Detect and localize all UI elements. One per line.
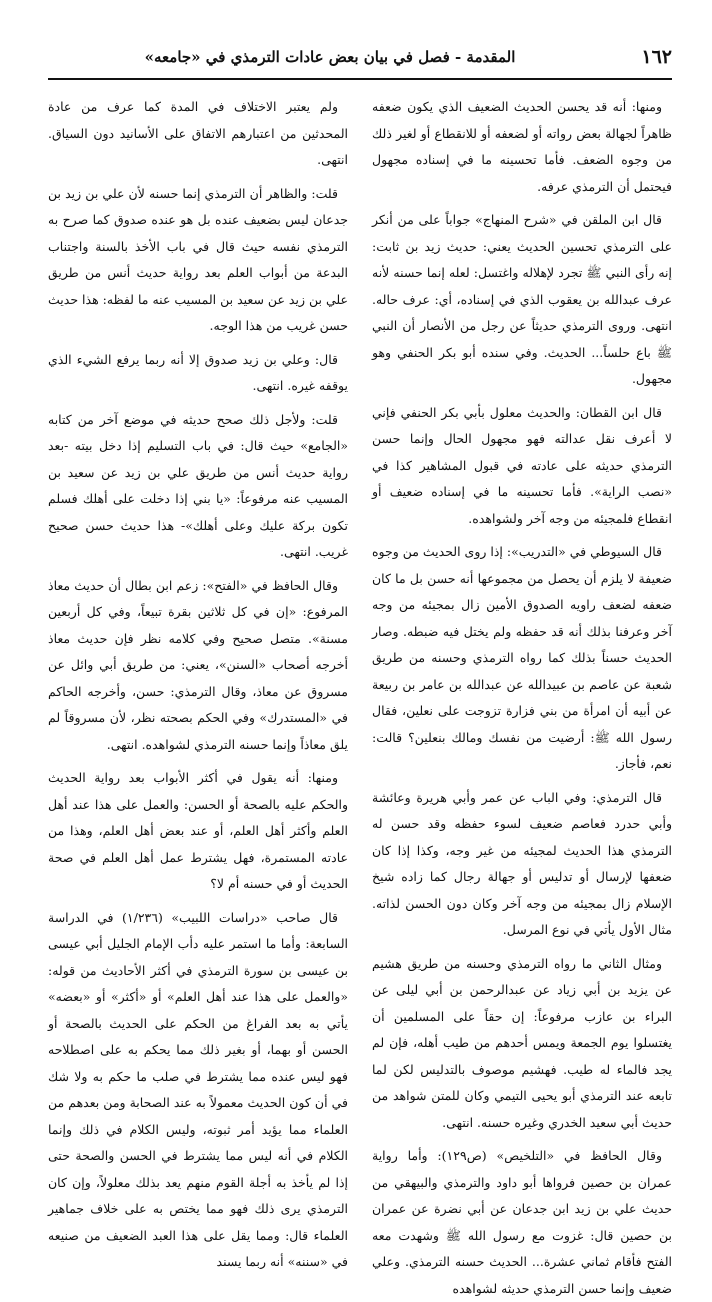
paragraph: ولم يعتبر الاختلاف في المدة كما عرف من عادة المحدثين من اعتبارهم الاتفاق على الأسانيد دون السياق. انتهى. xyxy=(48,99,348,167)
paragraph: قلت: والظاهر أن الترمذي إنما حسنه لأن علي بن زيد بن جدعان ليس بضعيف عنده بل هو عنده صدوق كما صرح به الترمذي نفسه حيث قال في باب الأخذ بالسنة واجتناب البدعة من أبواب العلم بعد رواية حديث أنس من طريق علي بن زيد عن سعيد بن المسيب عنه ما لفظه: هذا حديث حسن غريب من هذا الوجه. xyxy=(48,185,348,333)
paragraph: قال صاحب «دراسات اللبيب» (١/٢٣٦) في الدراسة السابعة: وأما ما استمر عليه دأب الإمام الجليل أبي عيسى بن عيسى بن سورة الترمذي في أكثر الأحاديث من قوله: «والعمل على هذا عند أهل العلم» أو «أكثر» أو «بعضه» يأتي به بعد الفراغ من الحكم على الحديث بالصحة أو الحسن أو بهما، أو بغير ذلك مما يحكم به على اصطلاحه فهو ليس عنده مما يشترط في صلب ما حكم به ولا شك في أن كون الحديث معمولاً به عند الصحابة ومن بعدهم من العلماء مما يؤيد أمر ثبوته، وليس الكلام في ذلك وإنما الكلام في أنه ليس مما يشترط في الحسن والصحة حتى إذا لم يأخذ به أجلة القوم منهم يعد بذلك معلولاً، وإن كان الترمذي يرى ذلك فهو مما يختص به على خلاف جماهير العلماء قال: ومما يقل على هذا العبد الضعيف من صنيعه في «سننه» أنه ربما يسند xyxy=(48,909,348,1269)
paragraph: قال ابن الملقن في «شرح المنهاج» جواباً على من أنكر على الترمذي تحسين الحديث يعني: حديث زيد بن ثابت: إنه رأى النبي ﷺ تجرد لإهلاله واغتسل: لعله إنما حسنه لأنه عرف عبدالله بن يعقوب الذي في إسناده، أي: عرف حاله. انتهى. وروى الترمذي حديثاً عن رجل من الأنصار أن النبي ﷺ باع حلساً... الحديث. وفي سنده أبو بكر الحنفي وهو مجهول. xyxy=(372,212,672,386)
left-column xyxy=(48,94,348,1269)
paragraph: قال الترمذي: وفي الباب عن عمر وأبي هريرة وعائشة وأبي حدرد فعاصم ضعيف لسوء حفظه وقد حسن له الترمذي هذا الحديث لمجيئه من غير وجه، وكذا إذا كان ضعفها لإرسال أو تدليس أو جهالة رجال كما زاده شيخ الإسلام زال بمجيئه من وجه آخر وكان دون الحسن لذاته. مثال الأول يأتي في نوع المرسل. xyxy=(372,789,672,937)
right-column xyxy=(371,94,672,1296)
paragraph: قال السيوطي في «التدريب»: إذا روى الحديث من وجوه ضعيفة لا يلزم أن يحصل من مجموعها أنه حسن بل ما كان ضعفه لضعف راويه الصدوق الأمين زال بمجيئه من وجه آخر وعرفنا بذلك أنه قد حفظه ولم يختل فيه ضبطه. وصار الحديث حسناً بذلك كما رواه الترمذي وحسنه من طريق شعبة عن عاصم بن عبيدالله عن عبدالله بن عامر بن ربيعة عن أبيه أن امرأة من بني فزارة تزوجت على نعلين، فقال رسول الله ﷺ: أرضيت من نفسك ومالك بنعلين؟ قالت: نعم، فأجاز. xyxy=(371,544,672,771)
page-number: ١٦٢ xyxy=(641,46,672,68)
paragraph: وقال الحافظ في «التلخيص» (ص١٢٩): وأما رواية عمران بن حصين فرواها أبو داود والترمذي والبيهقي من حديث علي بن زيد ابن جدعان عن أبي نضرة عن عمران بن حصين قال: غزوت مع رسول الله ﷺ وشهدت معه الفتح فأقام ثماني عشرة... الحديث حسنه الترمذي. وعلي ضعيف وإنما حسن الترمذي حديثه لشواهده xyxy=(372,1148,672,1296)
page-header xyxy=(48,40,672,80)
paragraph: قال: وعلي بن زيد صدوق إلا أنه ربما يرفع الشيء الذي يوقفه غيره. انتهى. xyxy=(48,351,348,393)
paragraph: ومثال الثاني ما رواه الترمذي وحسنه من طريق هشيم عن يزيد بن أبي زياد عن عبدالرحمن بن أبي ليلى عن البراء بن عازب مرفوعاً: إن حقاً على المسلمين أن يغتسلوا يوم الجمعة ويمس أحدهم من طيب أهله، فإن لم يجد فالماء له طيب. فهشيم موصوف بالتدليس لكن لما تابعه عند الترمذي أبو يحيى التيمي وكان للمتن شواهد من حديث أبي سعيد الخدري وغيره حسنه. انتهى. xyxy=(372,955,672,1130)
paragraph: قلت: ولأجل ذلك صحح حديثه في موضع آخر من كتابه «الجامع» حيث قال: في باب التسليم إذا دخل بيته -بعد رواية حديث أنس من طريق علي بن زيد عن سعيد بن المسيب عنه مرفوعاً: «يا بني إذا دخلت على أهلك فسلم تكون بركة عليك وعلى أهلك»- هذا حديث حسن صحيح غريب. انتهى. xyxy=(48,411,348,559)
paragraph: وقال الحافظ في «الفتح»: زعم ابن بطال أن حديث معاذ المرفوع: «إن في كل ثلاثين بقرة تبيعاً، وفي كل أربعين مسنة». متصل صحيح وفي كلامه نظر فإن حديث معاذ أخرجه أصحاب «السنن»، يعني: من طريق أبي وائل عن مسروق عن معاذ، وقال الترمذي: حسن، وأخرجه الحاكم في «المستدرك» وفي الحكم بصحته نظر، لأن مسروقاً لم يلق معاذاً وإنما حسنه الترمذي لشواهده. انتهى. xyxy=(48,577,348,752)
text-columns xyxy=(48,94,672,1296)
running-title: المقدمة - فصل في بيان بعض عادات الترمذي في «جامعه» xyxy=(144,48,516,66)
paragraph: ومنها: أنه قد يحسن الحديث الضعيف الذي يكون ضعفه ظاهراً لجهالة بعض رواته أو لضعفه أو للانقطاع أو لغير ذلك من وجوه الضعف. فأما تحسينه ما في إسناده مجهول فيحتمل أن الترمذي عرفه. xyxy=(372,99,672,194)
paragraph: قال ابن القطان: والحديث معلول بأبي بكر الحنفي فإني لا أعرف نقل عدالته فهو مجهول الحال وإنما حسن الترمذي حديثه على عادته في قبول المشاهير كذا في «نصب الراية». فأما تحسينه ما في إسناده ضعيف أو انقطاع فلمجيئه من وجه آخر ولشواهده. xyxy=(372,404,672,526)
paragraph: ومنها: أنه يقول في أكثر الأبواب بعد رواية الحديث والحكم عليه بالصحة أو الحسن: والعمل على هذا عند أهل العلم وأكثر أهل العلم، أو عند بعض أهل العلم، وهذا من عادته المستمرة، فهل يشترط عمل أهل العلم في صحة الحديث أو في حسنه أم لا؟ xyxy=(48,770,348,891)
